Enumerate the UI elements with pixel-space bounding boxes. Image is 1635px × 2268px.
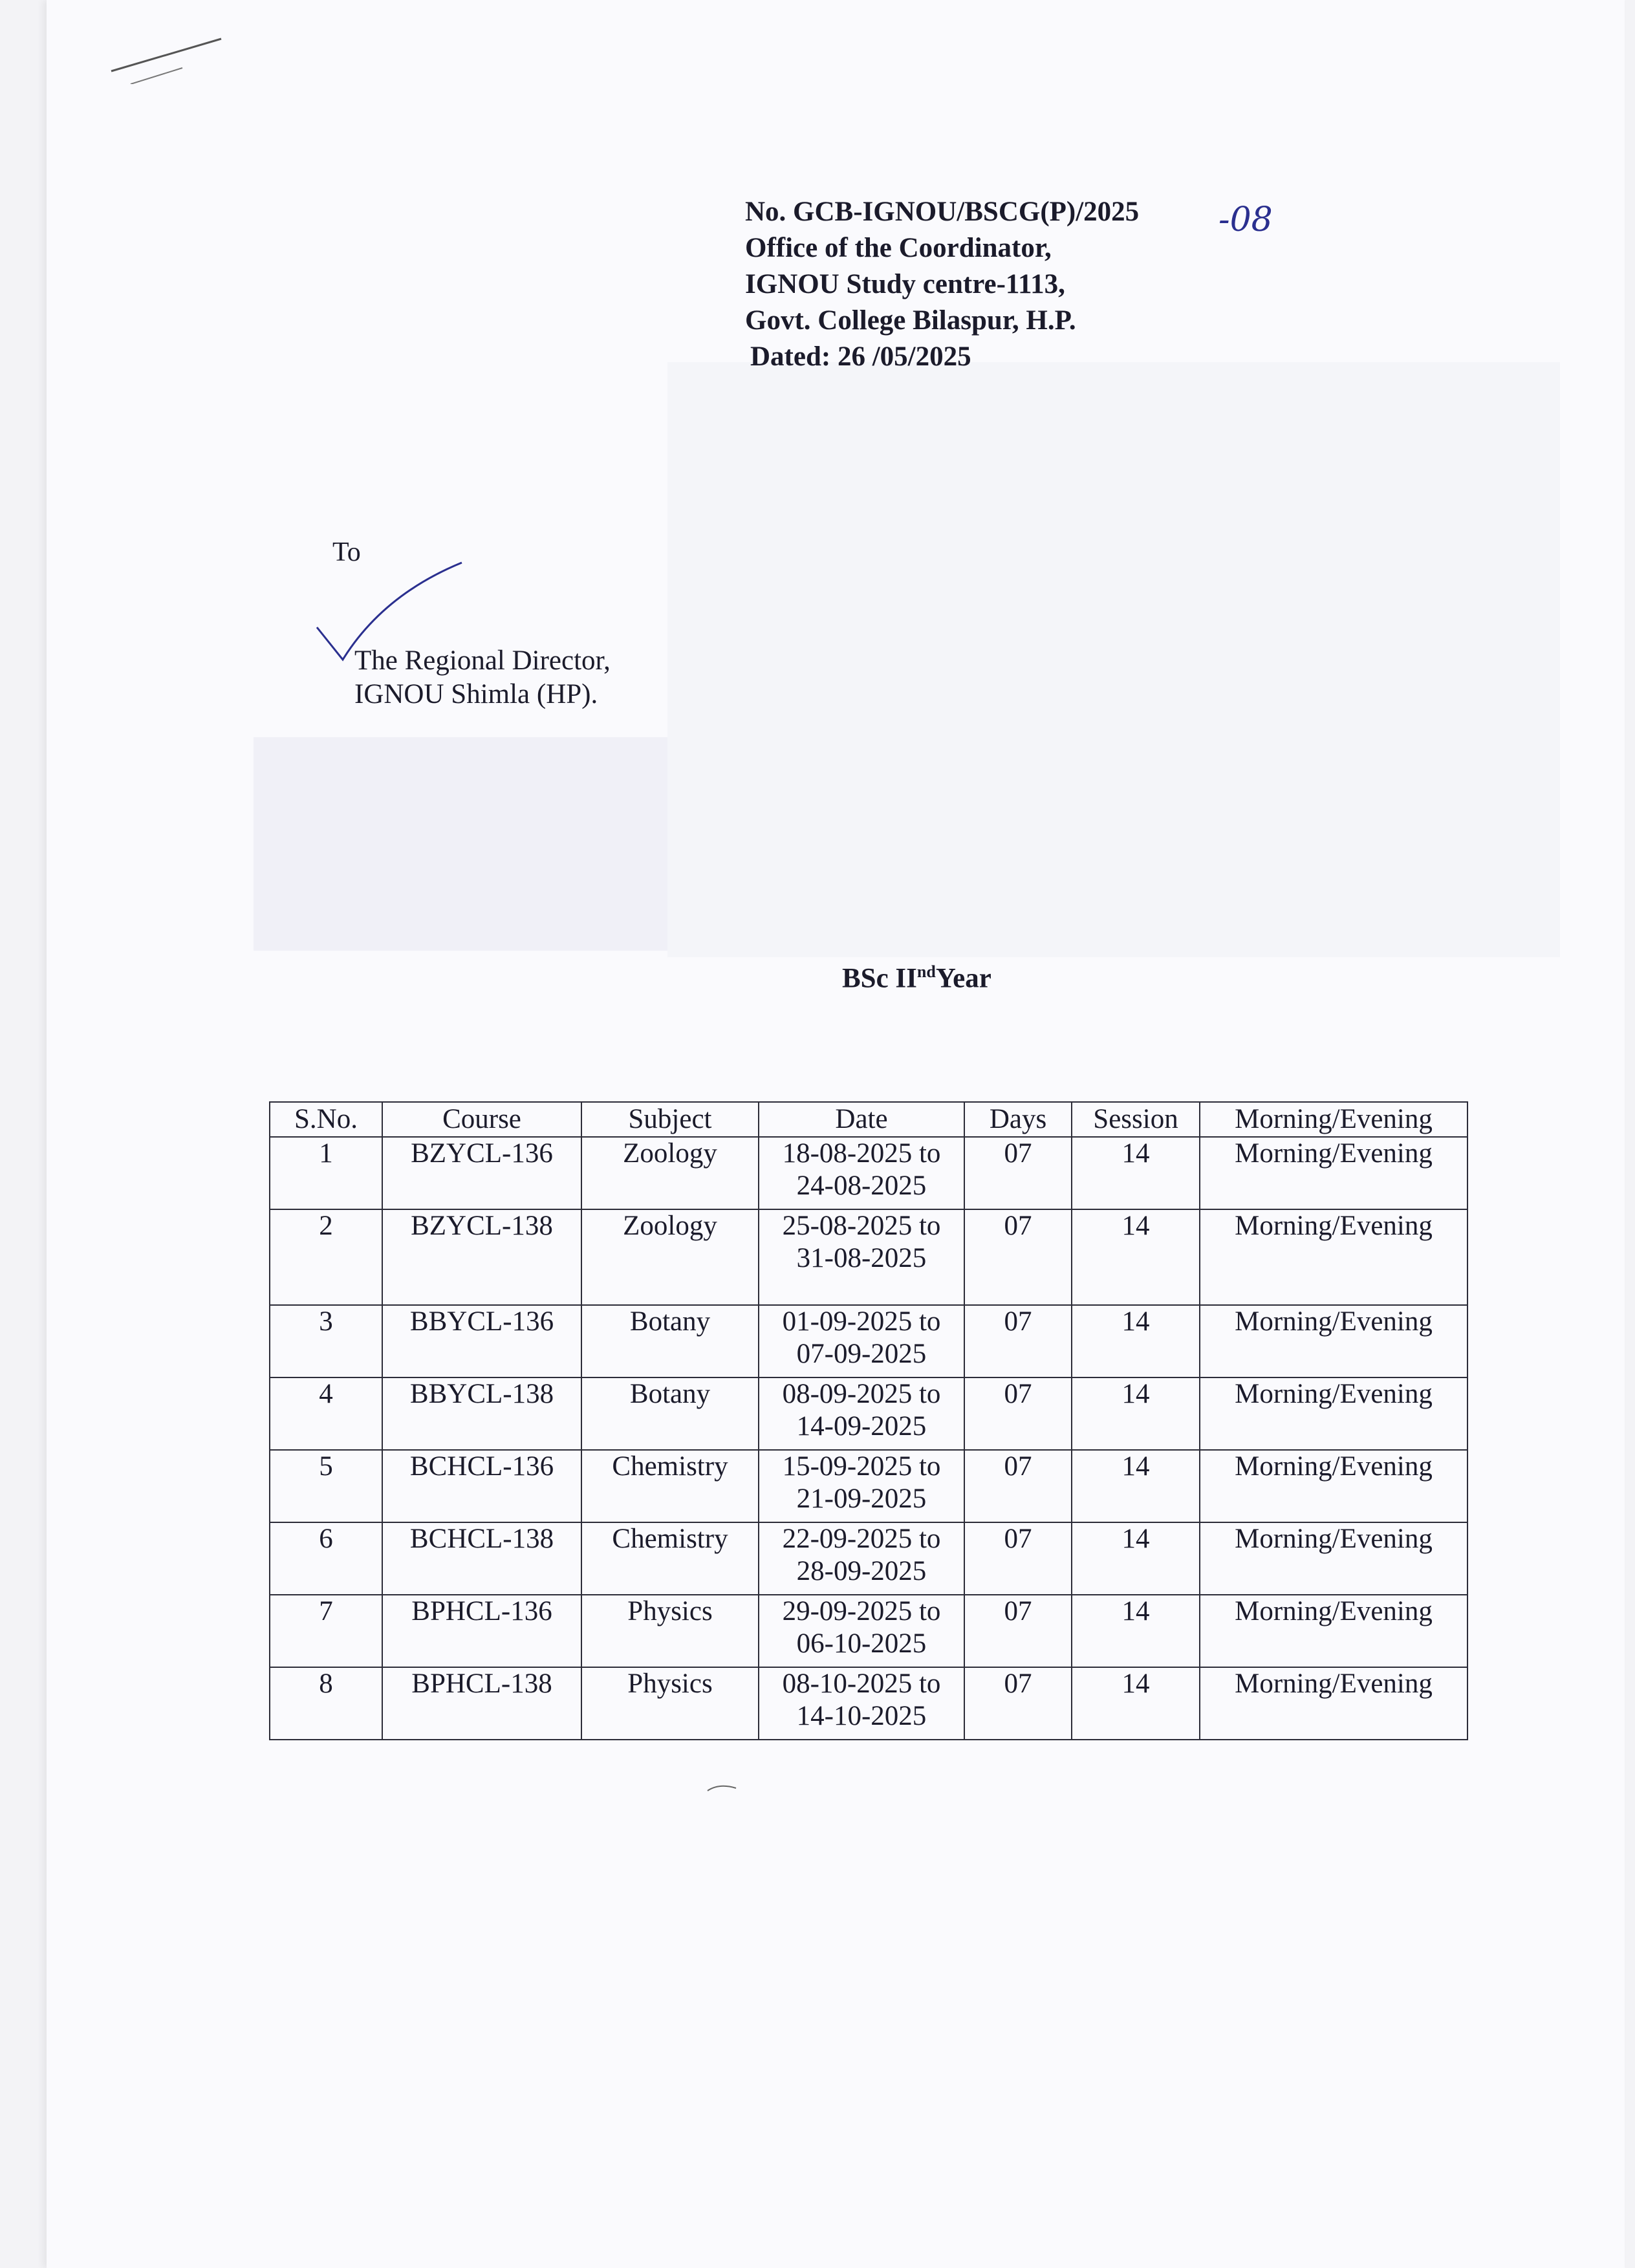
cell-sno: 6 bbox=[270, 1522, 382, 1595]
column-header-sno: S.No. bbox=[270, 1102, 382, 1137]
cell-timing: Morning/Evening bbox=[1200, 1209, 1467, 1305]
study-centre-line: IGNOU Study centre-1113, bbox=[745, 269, 1065, 299]
table-row bbox=[270, 1667, 1467, 1740]
show-through-block bbox=[667, 362, 1560, 957]
corner-pen-mark bbox=[105, 26, 234, 87]
cell-subject: Physics bbox=[581, 1595, 759, 1667]
cell-sno: 1 bbox=[270, 1137, 382, 1209]
cell-sno: 8 bbox=[270, 1667, 382, 1740]
column-header-date: Date bbox=[759, 1102, 964, 1137]
cell-course: BBYCL-136 bbox=[382, 1305, 581, 1377]
column-header-session: Session bbox=[1072, 1102, 1200, 1137]
date-from: 22-09-2025 to bbox=[782, 1524, 941, 1554]
date-from: 15-09-2025 to bbox=[782, 1451, 941, 1482]
cell-timing: Morning/Evening bbox=[1200, 1137, 1467, 1209]
addressee-office: IGNOU Shimla (HP). bbox=[354, 679, 598, 709]
table-title bbox=[842, 962, 991, 994]
cell-days: 07 bbox=[964, 1305, 1072, 1377]
show-through-block bbox=[254, 737, 667, 951]
date-to: 07-09-2025 bbox=[796, 1339, 927, 1369]
stray-ink-mark bbox=[706, 1782, 739, 1798]
date-from: 01-09-2025 to bbox=[782, 1306, 941, 1337]
reference-number: No. GCB-IGNOU/BSCG(P)/2025 bbox=[745, 197, 1140, 227]
cell-session: 14 bbox=[1072, 1137, 1200, 1209]
cell-course: BBYCL-138 bbox=[382, 1377, 581, 1450]
cell-sno: 4 bbox=[270, 1377, 382, 1450]
cell-subject: Zoology bbox=[581, 1209, 759, 1305]
cell-timing: Morning/Evening bbox=[1200, 1450, 1467, 1522]
table-row bbox=[270, 1377, 1467, 1450]
cell-date bbox=[759, 1450, 964, 1522]
cell-sno: 7 bbox=[270, 1595, 382, 1667]
date-from: 25-08-2025 to bbox=[782, 1211, 941, 1241]
cell-timing: Morning/Evening bbox=[1200, 1522, 1467, 1595]
date-to: 14-09-2025 bbox=[796, 1411, 927, 1442]
table-title-prefix: BSc II bbox=[842, 963, 917, 994]
table-title-suffix: Year bbox=[935, 963, 991, 994]
date-from: 29-09-2025 to bbox=[782, 1596, 941, 1626]
cell-days: 07 bbox=[964, 1209, 1072, 1305]
column-header-timing: Morning/Evening bbox=[1200, 1102, 1467, 1137]
addressee-block bbox=[354, 644, 611, 711]
cell-session: 14 bbox=[1072, 1377, 1200, 1450]
cell-subject: Botany bbox=[581, 1305, 759, 1377]
cell-days: 07 bbox=[964, 1522, 1072, 1595]
cell-subject: Chemistry bbox=[581, 1450, 759, 1522]
table-row bbox=[270, 1305, 1467, 1377]
table-row bbox=[270, 1450, 1467, 1522]
cell-course: BPHCL-136 bbox=[382, 1595, 581, 1667]
column-header-days: Days bbox=[964, 1102, 1072, 1137]
table-header-row bbox=[270, 1102, 1467, 1137]
cell-date bbox=[759, 1377, 964, 1450]
date-to: 21-09-2025 bbox=[796, 1484, 927, 1514]
to-label: To bbox=[332, 537, 361, 567]
cell-date bbox=[759, 1305, 964, 1377]
column-header-subject: Subject bbox=[581, 1102, 759, 1137]
cell-date bbox=[759, 1595, 964, 1667]
date-to: 28-09-2025 bbox=[796, 1556, 927, 1586]
cell-sno: 3 bbox=[270, 1305, 382, 1377]
table-row bbox=[270, 1209, 1467, 1305]
cell-session: 14 bbox=[1072, 1305, 1200, 1377]
addressee-title: The Regional Director, bbox=[354, 645, 611, 676]
cell-date bbox=[759, 1137, 964, 1209]
column-header-course: Course bbox=[382, 1102, 581, 1137]
handwritten-reference-suffix: -08 bbox=[1218, 200, 1273, 239]
document-page bbox=[47, 0, 1625, 2268]
cell-timing: Morning/Evening bbox=[1200, 1377, 1467, 1450]
cell-subject: Zoology bbox=[581, 1137, 759, 1209]
cell-sno: 2 bbox=[270, 1209, 382, 1305]
cell-date bbox=[759, 1522, 964, 1595]
cell-timing: Morning/Evening bbox=[1200, 1667, 1467, 1740]
cell-course: BPHCL-138 bbox=[382, 1667, 581, 1740]
cell-days: 07 bbox=[964, 1595, 1072, 1667]
table-row bbox=[270, 1137, 1467, 1209]
cell-timing: Morning/Evening bbox=[1200, 1595, 1467, 1667]
cell-days: 07 bbox=[964, 1377, 1072, 1450]
cell-session: 14 bbox=[1072, 1450, 1200, 1522]
date-from: 08-09-2025 to bbox=[782, 1379, 941, 1409]
cell-timing: Morning/Evening bbox=[1200, 1305, 1467, 1377]
cell-session: 14 bbox=[1072, 1209, 1200, 1305]
letter-header bbox=[745, 194, 1139, 375]
cell-days: 07 bbox=[964, 1667, 1072, 1740]
cell-session: 14 bbox=[1072, 1522, 1200, 1595]
date-to: 31-08-2025 bbox=[796, 1243, 927, 1273]
table-row bbox=[270, 1595, 1467, 1667]
cell-course: BZYCL-138 bbox=[382, 1209, 581, 1305]
cell-session: 14 bbox=[1072, 1595, 1200, 1667]
cell-subject: Physics bbox=[581, 1667, 759, 1740]
cell-course: BCHCL-136 bbox=[382, 1450, 581, 1522]
cell-course: BCHCL-138 bbox=[382, 1522, 581, 1595]
date-from: 18-08-2025 to bbox=[782, 1138, 941, 1169]
date-to: 06-10-2025 bbox=[796, 1628, 927, 1659]
table-row bbox=[270, 1522, 1467, 1595]
date-to: 24-08-2025 bbox=[796, 1171, 927, 1201]
cell-subject: Botany bbox=[581, 1377, 759, 1450]
cell-days: 07 bbox=[964, 1450, 1072, 1522]
lab-schedule-table bbox=[269, 1101, 1468, 1740]
cell-subject: Chemistry bbox=[581, 1522, 759, 1595]
table-title-superscript: nd bbox=[916, 962, 936, 981]
office-line: Office of the Coordinator, bbox=[745, 233, 1052, 263]
date-to: 14-10-2025 bbox=[796, 1701, 927, 1731]
cell-date bbox=[759, 1209, 964, 1305]
college-line: Govt. College Bilaspur, H.P. bbox=[745, 305, 1076, 336]
date-from: 08-10-2025 to bbox=[782, 1669, 941, 1699]
cell-sno: 5 bbox=[270, 1450, 382, 1522]
date-line: Dated: 26 /05/2025 bbox=[750, 341, 971, 372]
cell-course: BZYCL-136 bbox=[382, 1137, 581, 1209]
cell-days: 07 bbox=[964, 1137, 1072, 1209]
cell-session: 14 bbox=[1072, 1667, 1200, 1740]
cell-date bbox=[759, 1667, 964, 1740]
